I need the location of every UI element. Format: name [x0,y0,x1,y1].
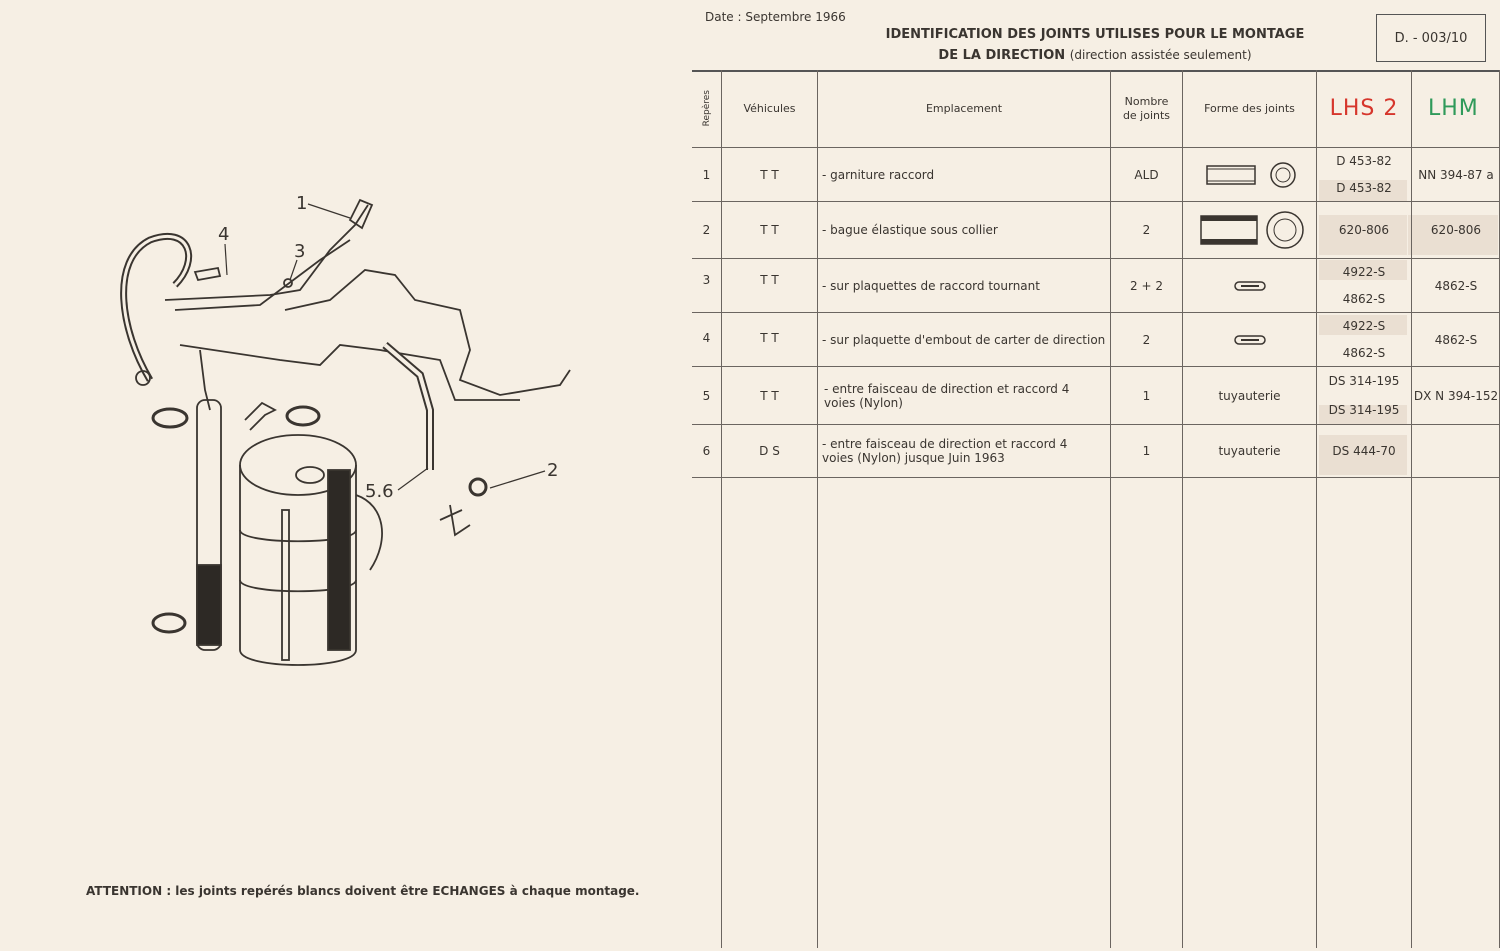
row4-lhs2-b: 4862-S [1342,345,1386,360]
callout-2: 2 [547,460,559,481]
header-reperes: Repères [701,90,712,127]
callout-1: 1 [296,193,308,214]
joints-table [692,70,1500,948]
row1-forme [1183,148,1316,201]
row5-repere: 5 [702,388,711,403]
row6-nombre: 1 [1142,444,1151,458]
row3-nombre: 2 + 2 [1130,278,1163,293]
row1-nombre: ALD [1134,167,1159,182]
row3-lhm: 4862-S [1434,278,1478,293]
row4-repere: 4 [702,331,711,345]
header-nombre: Nombre de joints [1122,94,1171,122]
seal-ring-mid [287,407,319,425]
joint-shape-small-seal-icon [1233,280,1267,292]
callout-4: 4 [218,224,230,245]
row2-nombre: 2 [1142,223,1151,237]
row2-vehicules: T T [760,223,779,237]
title-line-1: IDENTIFICATION DES JOINTS UTILISES POUR LE MONTAGE [885,27,1305,42]
row6-repere: 6 [702,444,711,458]
row3-lhs2-a: 4922-S [1342,265,1386,280]
accumulator-filter [197,565,221,645]
row5-emplacement: - entre faisceau de direction et raccord 4 voies (Nylon) [824,381,1070,410]
row5-vehicules: T T [760,388,779,403]
pipe-upper [175,240,350,310]
row2-emplacement: - bague élastique sous collier [822,223,998,237]
row5-lhm: DX N 394-152 [1413,388,1499,403]
row1-lhs2 [1317,148,1411,201]
row2-forme [1183,202,1316,258]
row1-lhs2-b: D 453-82 [1336,180,1392,195]
row6-vehicules: D S [759,444,780,458]
callout-5-6: 5.6 [365,481,394,502]
leader-4 [225,244,227,275]
seal-ring-top [153,409,187,427]
leader-1 [308,204,350,218]
row3-vehicules: T T [760,273,779,287]
reservoir-cap [296,467,324,483]
row5-forme: tuyauterie [1218,388,1281,403]
fitting-1 [350,200,372,228]
title-line-2 [850,45,1340,66]
pipe-right [285,270,570,395]
row4-emplacement: - sur plaquette d'embout de carter de direction [822,332,1106,347]
document-reference-box [1376,14,1486,62]
union-small-2 [470,479,486,495]
row4-vehicules: T T [760,331,779,345]
reservoir-bracket [356,495,382,570]
joint-shape-elastic-ring-icon [1191,208,1309,252]
pipe-main [165,205,368,300]
nylon-hose-inner [385,345,430,470]
reservoir-rod [282,510,289,660]
row3-repere: 3 [702,273,711,287]
callout-3: 3 [294,241,306,262]
row5-lhs2-b: DS 314-195 [1328,402,1400,417]
row4-lhm: 4862-S [1434,332,1478,347]
row6-emplacement: - entre faisceau de direction et raccord 4 voies (Nylon) jusque Juin 1963 [822,437,1068,465]
row1-lhm: NN 394-87 a [1418,167,1494,182]
reservoir-filter [328,470,350,650]
row6-lhs2: DS 444-70 [1332,444,1396,458]
row5-lhs2-a: DS 314-195 [1328,374,1400,389]
joint-shape-sleeve-icon [1195,158,1305,192]
row5-lhs2 [1317,367,1411,424]
row6-lhm [1412,425,1500,477]
document-reference: D. - 003/10 [1394,30,1468,46]
union-tee [440,505,470,535]
row4-lhs2 [1317,313,1411,366]
attention-note: ATTENTION : les joints repérés blancs doivent être ECHANGES à chaque montage. [86,884,640,898]
title-line-2-main: DE LA DIRECTION [938,48,1066,63]
row1-lhs2-a: D 453-82 [1336,154,1392,169]
header-lhs2: LHS 2 [1329,96,1399,121]
row1-emplacement: - garniture raccord [822,167,935,182]
return-hose [124,236,189,380]
row3-lhs2-b: 4862-S [1342,291,1386,306]
document-title [850,24,1340,66]
row1-vehicules: T T [760,167,779,182]
plate-4 [195,268,220,280]
row6-forme: tuyauterie [1218,444,1281,458]
clip [245,403,275,430]
row4-forme [1183,313,1316,366]
row3-lhs2 [1317,259,1411,312]
header-emplacement: Emplacement [925,102,1003,115]
row2-lhs2: 620-806 [1338,223,1390,237]
row4-nombre: 2 [1142,332,1151,347]
header-forme: Forme des joints [1204,102,1295,115]
header-lhm: LHM [1428,96,1479,121]
row1-repere: 1 [702,167,711,182]
joint-shape-small-seal-icon [1233,334,1267,346]
leader-5-6 [398,468,428,490]
row2-lhm: 620-806 [1430,223,1482,237]
row3-emplacement: - sur plaquettes de raccord tournant [822,278,1040,293]
seal-ring-bottom [153,614,185,632]
title-subtitle: (direction assistée seulement) [1069,48,1252,62]
row3-forme [1183,259,1316,312]
document-date: Date : Septembre 1966 [705,10,846,24]
row4-lhs2-a: 4922-S [1342,319,1386,334]
steering-assembly-diagram [60,170,680,730]
row2-repere: 2 [702,223,711,237]
header-vehicules: Véhicules [743,102,796,115]
row5-nombre: 1 [1142,388,1151,403]
leader-2 [490,471,545,488]
